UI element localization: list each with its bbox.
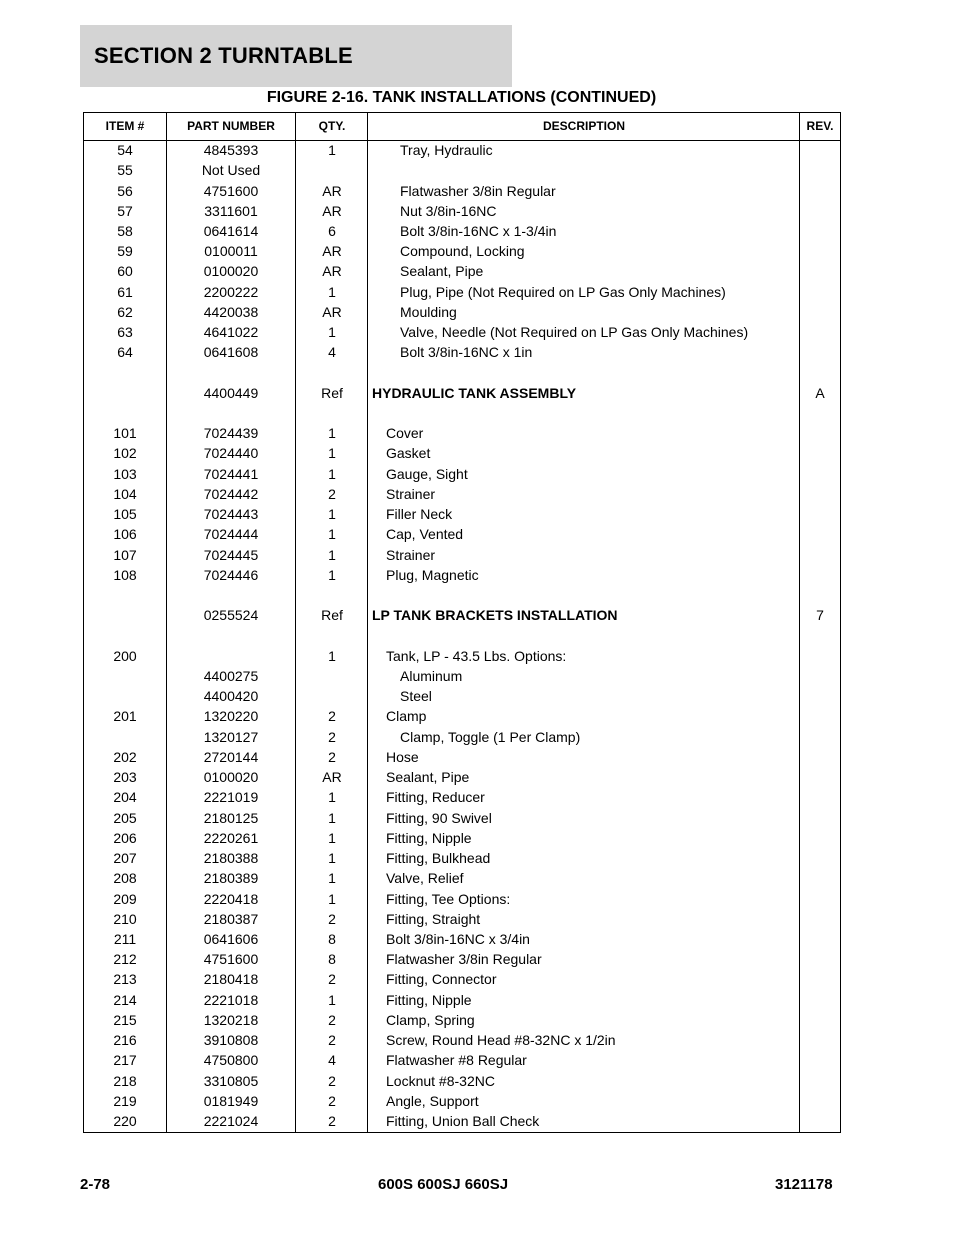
description-cell: Fitting, Reducer — [386, 789, 485, 806]
part-number-cell: 4400275 — [203, 668, 259, 684]
table-row — [84, 727, 840, 747]
rev-cell — [800, 747, 840, 767]
rev-cell — [800, 221, 840, 241]
part-number-cell: 4751600 — [203, 951, 259, 968]
part-number-cell: 2221019 — [203, 789, 259, 806]
description-cell: Hose — [386, 748, 419, 765]
description-cell: Moulding — [400, 303, 457, 320]
item-cell: 211 — [113, 931, 137, 947]
qty-cell: 1 — [328, 283, 336, 300]
description-cell: Strainer — [386, 485, 436, 502]
section-title: SECTION 2 TURNTABLE — [94, 43, 353, 68]
description-cell: Cap, Vented — [386, 526, 464, 543]
part-number-cell: 7024444 — [203, 526, 259, 543]
qty-cell: 2 — [328, 1092, 336, 1109]
rev-cell — [800, 545, 840, 565]
rev-cell — [800, 261, 840, 281]
qty-cell: 1 — [328, 445, 336, 462]
rev-cell — [800, 808, 840, 828]
part-number-cell: 2180389 — [203, 870, 259, 887]
rev-cell — [800, 565, 840, 585]
qty-cell: 1 — [328, 991, 336, 1008]
table-row — [84, 929, 840, 949]
table-row — [84, 909, 840, 929]
item-cell: 61 — [117, 283, 133, 300]
part-number-cell: 2720144 — [203, 748, 259, 765]
qty-cell: 2 — [328, 1113, 336, 1129]
item-cell: 200 — [113, 647, 137, 664]
rev-cell — [800, 990, 840, 1010]
qty-cell: Ref — [321, 607, 343, 624]
part-number-cell: 0641614 — [203, 222, 259, 239]
item-cell: 207 — [113, 850, 137, 867]
item-cell: 203 — [113, 769, 137, 786]
model-numbers: 600S 600SJ 660SJ — [378, 1176, 509, 1193]
table-row — [84, 423, 840, 443]
part-number-cell: 0255524 — [203, 607, 259, 624]
qty-cell: 2 — [328, 708, 336, 725]
qty-cell: 6 — [328, 222, 336, 239]
item-cell: 62 — [117, 303, 133, 320]
item-cell: 104 — [113, 485, 137, 502]
table-row — [84, 808, 840, 828]
part-number-cell: 1320218 — [203, 1011, 259, 1028]
part-number-cell: 7024445 — [203, 546, 259, 563]
item-cell: 213 — [113, 971, 137, 988]
part-number-cell: 3310805 — [203, 1072, 259, 1089]
item-cell: 210 — [113, 910, 137, 927]
rev-cell — [800, 140, 840, 160]
rev-cell — [800, 666, 840, 686]
qty-cell: 1 — [328, 647, 336, 664]
table-row — [84, 706, 840, 726]
item-cell: 212 — [113, 951, 137, 968]
rev-cell — [800, 1111, 840, 1131]
item-cell: 220 — [113, 1113, 137, 1129]
description-cell: Fitting, Connector — [386, 971, 497, 988]
table-row — [84, 545, 840, 565]
description-cell: Strainer — [386, 546, 436, 563]
table-row — [84, 443, 840, 463]
qty-cell: 1 — [328, 546, 336, 563]
rev-cell — [800, 727, 840, 747]
part-number-cell: 2180418 — [203, 971, 259, 988]
description-cell: Gauge, Sight — [386, 465, 468, 482]
document-number: 3121178 — [775, 1176, 833, 1193]
qty-cell: AR — [322, 769, 342, 786]
table-row — [84, 322, 840, 342]
qty-cell: 2 — [328, 1072, 336, 1089]
description-cell: Fitting, 90 Swivel — [386, 809, 492, 826]
item-cell: 106 — [113, 526, 137, 543]
description-cell: Nut 3/8in-16NC — [400, 202, 497, 219]
qty-cell: AR — [322, 182, 342, 199]
qty-cell: 2 — [328, 910, 336, 927]
item-cell: 56 — [117, 182, 133, 199]
rev-cell — [800, 504, 840, 524]
rev-cell — [800, 423, 840, 443]
qty-cell: 8 — [328, 931, 336, 947]
item-cell: 202 — [113, 748, 137, 765]
figure-title: FIGURE 2-16. TANK INSTALLATIONS (CONTINUED) — [266, 89, 657, 106]
item-cell: 218 — [113, 1072, 137, 1089]
rev-cell — [800, 1030, 840, 1050]
part-number-cell: 2220261 — [203, 829, 259, 846]
description-cell: Gasket — [386, 445, 431, 462]
part-number-cell: 2220418 — [203, 890, 259, 907]
rev-cell — [800, 524, 840, 544]
part-number-cell: 7024446 — [203, 566, 259, 583]
description-cell: Fitting, Tee Options: — [386, 890, 511, 907]
description-cell — [368, 160, 832, 180]
description-cell: Tank, LP - 43.5 Lbs. Options: — [386, 647, 567, 664]
qty-cell: 1 — [328, 425, 336, 442]
description-cell: HYDRAULIC TANK ASSEMBLY — [372, 384, 577, 401]
item-cell: 214 — [113, 991, 137, 1008]
description-cell: Flatwasher #8 Regular — [386, 1052, 527, 1069]
description-cell: Filler Neck — [386, 506, 453, 523]
table-row — [84, 747, 840, 767]
table-row — [84, 1111, 840, 1131]
qty-cell: 1 — [328, 566, 336, 583]
description-cell: Aluminum — [400, 668, 463, 684]
table-row — [84, 1071, 840, 1091]
table-row — [84, 969, 840, 989]
description-cell: Bolt 3/8in-16NC x 1in — [400, 344, 533, 361]
item-cell — [84, 666, 166, 686]
part-number-cell: 0100020 — [203, 769, 259, 786]
table-row — [84, 201, 840, 221]
rev-cell — [800, 241, 840, 261]
part-number-cell: 3910808 — [203, 1032, 259, 1049]
item-cell: 215 — [113, 1011, 137, 1028]
part-number-cell: 2221024 — [203, 1113, 259, 1129]
description-cell: Sealant, Pipe — [400, 263, 484, 280]
qty-cell: 1 — [328, 465, 336, 482]
description-cell: Fitting, Nipple — [386, 991, 472, 1008]
part-number-cell: 7024440 — [203, 445, 259, 462]
section-banner — [80, 25, 512, 87]
item-cell: 105 — [113, 506, 137, 523]
rev-cell — [800, 484, 840, 504]
qty-cell: 1 — [328, 850, 336, 867]
item-cell: 107 — [113, 546, 137, 563]
description-cell: Bolt 3/8in-16NC x 3/4in — [386, 931, 530, 947]
part-number-cell: 1320127 — [203, 728, 259, 745]
description-cell: Clamp, Spring — [386, 1011, 475, 1028]
qty-cell: 1 — [328, 809, 336, 826]
rev-cell — [800, 342, 840, 362]
qty-cell: 1 — [328, 870, 336, 887]
part-number-cell: 4845393 — [203, 142, 259, 158]
rev-cell — [800, 443, 840, 463]
table-row — [84, 686, 840, 706]
description-cell: Tray, Hydraulic — [400, 142, 493, 158]
rev-cell — [800, 181, 840, 201]
description-cell: Fitting, Union Ball Check — [386, 1113, 540, 1129]
description-cell: Sealant, Pipe — [386, 769, 470, 786]
item-cell: 57 — [117, 202, 133, 219]
table-row — [84, 261, 840, 281]
table-row — [84, 181, 840, 201]
item-cell: 54 — [117, 142, 133, 158]
rev-cell — [800, 767, 840, 787]
rev-cell — [800, 1071, 840, 1091]
part-number-cell — [166, 646, 296, 666]
part-number-cell: 2200222 — [203, 283, 259, 300]
rev-cell — [800, 302, 840, 322]
item-cell: 204 — [113, 789, 137, 806]
description-cell: Angle, Support — [386, 1092, 479, 1109]
description-cell: Clamp — [386, 708, 427, 725]
qty-cell — [296, 666, 368, 686]
rev-cell — [800, 686, 840, 706]
qty-cell: 4 — [328, 1052, 336, 1069]
item-cell: 209 — [113, 890, 137, 907]
description-cell: LP TANK BRACKETS INSTALLATION — [372, 607, 618, 624]
item-cell: 63 — [117, 324, 133, 341]
rev-cell — [800, 787, 840, 807]
rev-cell — [800, 848, 840, 868]
rev-cell: A — [815, 384, 825, 401]
description-cell: Fitting, Straight — [386, 910, 481, 927]
item-cell: 103 — [113, 465, 137, 482]
part-number-cell: 2221018 — [203, 991, 259, 1008]
table-row — [84, 565, 840, 585]
description-cell: Fitting, Nipple — [386, 829, 472, 846]
table-row — [84, 282, 840, 302]
description-cell: Locknut #8-32NC — [386, 1072, 495, 1089]
item-cell: 216 — [113, 1032, 137, 1049]
rev-cell — [800, 282, 840, 302]
qty-cell: Ref — [321, 384, 343, 401]
part-number-cell: 2180388 — [203, 850, 259, 867]
rev-cell — [800, 929, 840, 949]
item-cell: 64 — [117, 344, 133, 361]
rev-cell — [800, 1050, 840, 1070]
table-row — [84, 524, 840, 544]
qty-cell: 1 — [328, 829, 336, 846]
column-header-part-number: PART NUMBER — [187, 119, 275, 133]
rev-cell — [800, 646, 840, 666]
table-row — [84, 889, 840, 909]
column-header-description: DESCRIPTION — [542, 119, 625, 133]
part-number-cell: 4400449 — [203, 384, 259, 401]
item-cell: 205 — [113, 809, 137, 826]
description-cell: Valve, Relief — [386, 870, 464, 887]
table-row — [84, 828, 840, 848]
qty-cell — [296, 686, 368, 706]
table-row — [84, 302, 840, 322]
qty-cell: AR — [322, 202, 342, 219]
description-cell: Cover — [386, 425, 424, 442]
table-row — [84, 1091, 840, 1111]
qty-cell: 1 — [328, 324, 336, 341]
part-number-cell: 4420038 — [203, 303, 259, 320]
item-cell — [84, 383, 166, 403]
rev-cell — [800, 706, 840, 726]
table-row — [84, 1050, 840, 1070]
page-number: 2-78 — [80, 1176, 111, 1193]
part-number-cell: 3311601 — [204, 202, 258, 219]
item-cell — [84, 727, 166, 747]
table-section-row — [84, 383, 840, 403]
description-cell: Clamp, Toggle (1 Per Clamp) — [400, 728, 581, 745]
table-row — [84, 868, 840, 888]
part-number-cell: 4641022 — [203, 324, 259, 341]
table-row — [84, 848, 840, 868]
table-row — [84, 990, 840, 1010]
table-row — [84, 160, 840, 180]
item-cell: 60 — [117, 263, 133, 280]
parts-table — [83, 112, 841, 1133]
part-number-cell: 4400420 — [203, 688, 259, 705]
table-row — [84, 1010, 840, 1030]
description-cell: Plug, Pipe (Not Required on LP Gas Only Machines) — [400, 283, 726, 300]
item-cell: 102 — [113, 445, 137, 462]
description-cell: Compound, Locking — [400, 243, 525, 260]
description-cell: Bolt 3/8in-16NC x 1-3/4in — [400, 222, 557, 239]
table-row — [84, 221, 840, 241]
table-row — [84, 504, 840, 524]
table-row — [84, 787, 840, 807]
item-cell: 206 — [113, 829, 137, 846]
qty-cell: AR — [322, 263, 342, 280]
item-cell: 59 — [117, 243, 133, 260]
table-row — [84, 484, 840, 504]
description-cell: Plug, Magnetic — [386, 566, 479, 583]
part-number-cell: 7024439 — [203, 425, 259, 442]
rev-cell — [800, 868, 840, 888]
rev-cell — [800, 1091, 840, 1111]
description-cell: Flatwasher 3/8in Regular — [386, 951, 542, 968]
rev-cell — [800, 828, 840, 848]
table-row — [84, 1030, 840, 1050]
item-cell: 55 — [117, 162, 133, 179]
table-row — [84, 342, 840, 362]
qty-cell: 1 — [328, 142, 336, 158]
qty-cell: 1 — [328, 789, 336, 806]
qty-cell — [296, 160, 368, 180]
table-section-row — [84, 605, 840, 625]
rev-cell — [800, 949, 840, 969]
part-number-cell: 0100020 — [203, 263, 259, 280]
part-number-cell: Not Used — [201, 162, 261, 179]
part-number-cell: 0100011 — [204, 243, 258, 260]
description-cell: Screw, Round Head #8-32NC x 1/2in — [386, 1032, 616, 1049]
item-cell: 101 — [113, 425, 137, 442]
table-row — [84, 140, 840, 160]
rev-cell — [800, 969, 840, 989]
rev-cell — [800, 322, 840, 342]
table-row — [84, 646, 840, 666]
description-cell: Flatwasher 3/8in Regular — [400, 182, 556, 199]
part-number-cell: 1320220 — [203, 708, 259, 725]
part-number-cell: 4750800 — [203, 1052, 259, 1069]
description-cell: Valve, Needle (Not Required on LP Gas Only Machines) — [400, 324, 749, 341]
item-cell: 217 — [113, 1052, 137, 1069]
part-number-cell: 0181949 — [203, 1092, 259, 1109]
item-cell: 108 — [113, 566, 137, 583]
description-cell: Fitting, Bulkhead — [386, 850, 491, 867]
qty-cell: 2 — [328, 728, 336, 745]
part-number-cell: 2180125 — [203, 809, 259, 826]
qty-cell: 1 — [328, 890, 336, 907]
rev-cell — [800, 201, 840, 221]
table-row — [84, 241, 840, 261]
qty-cell: 2 — [328, 748, 336, 765]
description-cell: Steel — [400, 688, 432, 705]
rev-cell — [800, 909, 840, 929]
qty-cell: 8 — [328, 951, 336, 968]
part-number-cell: 2180387 — [203, 910, 259, 927]
table-row — [84, 767, 840, 787]
column-header-rev: REV. — [806, 119, 834, 133]
rev-cell — [800, 889, 840, 909]
part-number-cell: 7024442 — [203, 485, 259, 502]
column-header-item: ITEM # — [105, 119, 145, 133]
qty-cell: 2 — [328, 1011, 336, 1028]
part-number-cell: 7024441 — [203, 465, 259, 482]
item-cell: 201 — [113, 708, 137, 725]
rev-cell — [800, 464, 840, 484]
qty-cell: 2 — [328, 1032, 336, 1049]
item-cell: 219 — [113, 1092, 137, 1109]
qty-cell: 2 — [328, 971, 336, 988]
item-cell — [84, 605, 166, 625]
qty-cell: AR — [322, 243, 342, 260]
rev-cell: 7 — [816, 607, 824, 624]
qty-cell: 2 — [328, 485, 336, 502]
table-row — [84, 464, 840, 484]
item-cell — [84, 686, 166, 706]
qty-cell: 4 — [328, 344, 336, 361]
part-number-cell: 0641608 — [203, 344, 259, 361]
part-number-cell: 4751600 — [203, 182, 259, 199]
table-row — [84, 666, 840, 686]
part-number-cell: 7024443 — [203, 506, 259, 523]
qty-cell: 1 — [328, 506, 336, 523]
qty-cell: 1 — [328, 526, 336, 543]
rev-cell — [800, 160, 840, 180]
rev-cell — [800, 1010, 840, 1030]
qty-cell: AR — [322, 303, 342, 320]
item-cell: 58 — [117, 222, 133, 239]
item-cell: 208 — [113, 870, 137, 887]
column-header-qty: QTY. — [318, 119, 346, 133]
table-row — [84, 949, 840, 969]
part-number-cell: 0641606 — [203, 931, 259, 947]
